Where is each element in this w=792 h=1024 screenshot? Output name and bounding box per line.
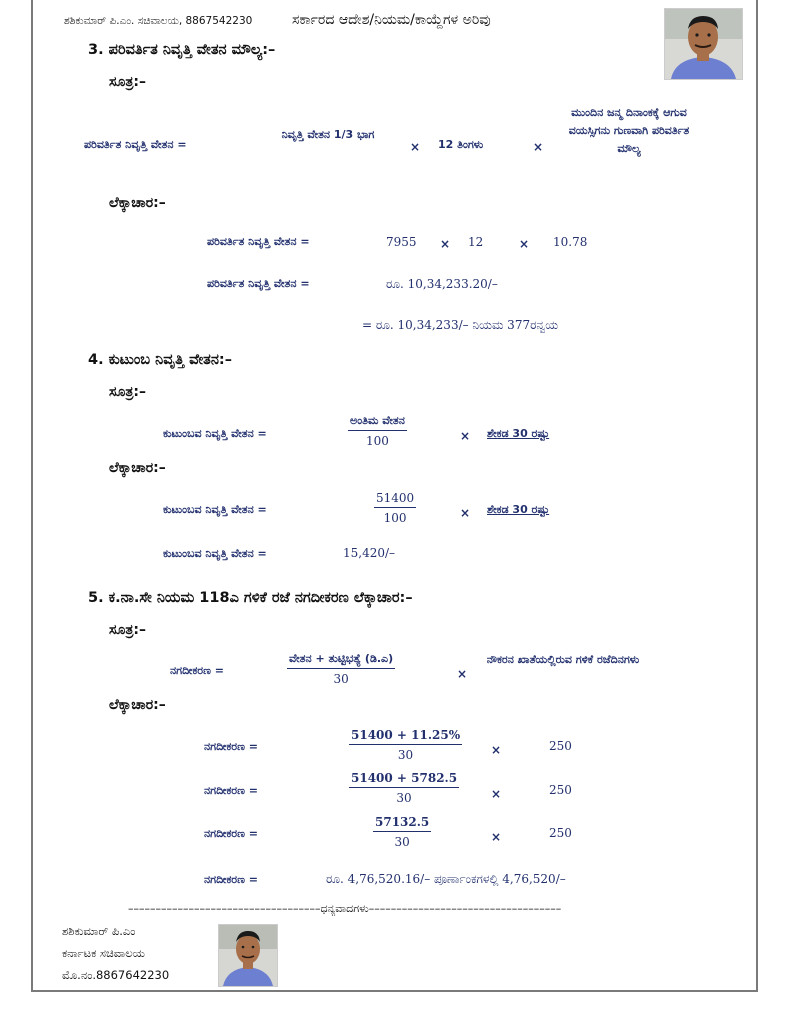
fraction-numerator: ವೇತನ + ತುಟ್ಟಿಭತ್ಯೆ (ಡಿ.ಎ) <box>287 652 395 669</box>
s3-calc-2-lhs: ಪರಿವರ್ತಿತ ನಿವೃತ್ತಿ ವೇತನ = <box>207 277 310 290</box>
fraction-numerator: 51400 <box>374 491 416 508</box>
multiply-sign: × <box>491 787 502 801</box>
s3-calc-1-value-1: 7955 <box>386 235 417 249</box>
s5-calc-2-value: 250 <box>549 783 572 797</box>
fraction-denominator: 100 <box>383 511 407 525</box>
multiply-sign: × <box>519 237 530 251</box>
fraction-denominator: 30 <box>397 748 414 762</box>
multiply-sign: × <box>491 743 502 757</box>
multiply-sign: × <box>460 429 471 443</box>
s3-formula-lhs: ಪರಿವರ್ತಿತ ನಿವೃತ್ತಿ ವೇತನ = <box>84 138 187 151</box>
s4-calc-1-fraction <box>374 491 416 525</box>
section-4-formula-label: ಸೂತ್ರ:– <box>109 384 146 400</box>
s5-final-value: ರೂ. 4,76,520.16/– ಪೂರ್ಣಾಂಕಗಳಲ್ಲಿ 4,76,520/– <box>326 872 566 886</box>
s5-calc-3-value: 250 <box>549 826 572 840</box>
header-author-line: ಶಶಿಕುಮಾರ್ ಪಿ.ಎಂ. ಸಚಿವಾಲಯ, 8867542230 <box>64 15 253 27</box>
fraction-numerator: 51400 + 5782.5 <box>349 771 459 788</box>
multiply-sign: × <box>491 830 502 844</box>
s5-calc-1-fraction <box>349 728 462 762</box>
section-3-calc-label: ಲೆಕ್ಕಾಚಾರ:– <box>109 195 166 211</box>
section-3-heading: 3. ಪರಿವರ್ತಿತ ನಿವೃತ್ತಿ ವೇತನ ಮೌಲ್ಯ:– <box>88 42 276 58</box>
footer-portrait-photo <box>218 924 278 987</box>
s4-calc-2-lhs: ಕುಟುಂಬವ ನಿವೃತ್ತಿ ವೇತನ = <box>163 547 267 560</box>
s5-formula-lhs: ನಗದೀಕರಣ = <box>170 664 224 677</box>
s4-calc-1-lhs: ಕುಟುಂಬವ ನಿವೃತ್ತಿ ವೇತನ = <box>163 503 267 516</box>
multiply-sign: × <box>457 667 468 681</box>
header-portrait-photo <box>664 8 743 80</box>
s5-calc-2-lhs: ನಗದೀಕರಣ = <box>204 784 258 797</box>
s4-formula-lhs: ಕುಟುಂಬವ ನಿವೃತ್ತಿ ವೇತನ = <box>163 427 267 440</box>
multiply-sign: × <box>460 506 471 520</box>
s5-final-lhs: ನಗದೀಕರಣ = <box>204 873 258 886</box>
section-5-heading: 5. ಕ.ನಾ.ಸೇ ನಿಯಮ 118ಎ ಗಳಿಕೆ ರಜೆ ನಗದೀಕರಣ ಲೆಕ್ಕಾಚಾರ:– <box>88 590 413 606</box>
s3-formula-term-1: ನಿವೃತ್ತಿ ವೇತನ 1/3 ಭಾಗ <box>281 128 375 141</box>
fraction-denominator: 100 <box>365 434 389 448</box>
multiply-sign: × <box>410 140 421 154</box>
s5-calc-3-lhs: ನಗದೀಕರಣ = <box>204 827 258 840</box>
header-title: ಸರ್ಕಾರದ ಆದೇಶ/ನಿಯಮ/ಕಾಯ್ದೆಗಳ ಅರಿವು <box>292 12 491 28</box>
s3-calc-1-value-2: 12 <box>468 235 484 249</box>
s4-calc-1-percent: ಶೇಕಡ 30 ರಷ್ಟು <box>487 503 550 516</box>
s3-calc-1-lhs: ಪರಿವರ್ತಿತ ನಿವೃತ್ತಿ ವೇತನ = <box>207 235 310 248</box>
s3-calc-2-value: ರೂ. 10,34,233.20/– <box>386 277 498 291</box>
s3-formula-term-2: 12 ತಿಂಗಳು <box>438 138 484 151</box>
portrait-image <box>665 9 742 79</box>
s4-calc-2-value: 15,420/– <box>343 546 396 560</box>
s5-formula-fraction <box>287 652 395 686</box>
fraction-denominator: 30 <box>333 672 349 686</box>
fraction-numerator: ಅಂತಿಮ ವೇತನ <box>348 414 407 431</box>
s5-calc-1-value: 250 <box>549 739 572 753</box>
thanks-separator: –––––––––––––––––––––––––––––––––––ಧನ್ಯವಾದಗಳು––––––––––––––––––––––––––––––––––– <box>128 902 562 915</box>
multiply-sign: × <box>533 140 544 154</box>
portrait-image <box>219 925 277 986</box>
section-3-formula-label: ಸೂತ್ರ:– <box>109 74 146 90</box>
footer-office: ಕರ್ನಾಟಕ ಸಚಿವಾಲಯ <box>62 946 145 960</box>
s3-formula-term-3: ಮುಂದಿನ ಜನ್ಮ ದಿನಾಂಕಕ್ಕೆ ಆಗುವ ವಯಸ್ಸಿಗನು ಗುಣವಾಗಿ ಪರಿವರ್ತಿತ ಮೌಲ್ಯ <box>568 106 690 155</box>
footer-name: ಶಶಿಕುಮಾರ್ ಪಿ.ಎಂ <box>62 924 136 938</box>
s5-calc-3-fraction <box>373 815 431 849</box>
multiply-sign: × <box>440 237 451 251</box>
footer-phone: ಮೊ.ನಂ.8867642230 <box>62 968 170 982</box>
s5-calc-2-fraction <box>349 771 459 805</box>
fraction-numerator: 57132.5 <box>373 815 431 832</box>
fraction-denominator: 30 <box>396 791 412 805</box>
fraction-numerator: 51400 + 11.25% <box>349 728 462 745</box>
section-5-calc-label: ಲೆಕ್ಕಾಚಾರ:– <box>109 697 166 713</box>
section-5-formula-label: ಸೂತ್ರ:– <box>109 622 146 638</box>
s5-formula-rhs: ನೌಕರನ ಖಾತೆಯಲ್ಲಿರುವ ಗಳಿಕೆ ರಜೆದಿನಗಳು <box>486 653 640 666</box>
s4-formula-fraction <box>348 414 407 448</box>
fraction-denominator: 30 <box>394 835 410 849</box>
section-4-calc-label: ಲೆಕ್ಕಾಚಾರ:– <box>109 460 166 476</box>
s5-calc-1-lhs: ನಗದೀಕರಣ = <box>204 740 258 753</box>
s3-calc-3-value: = ರೂ. 10,34,233/– ನಿಯಮ 377ರನ್ವಯ <box>362 318 559 332</box>
section-4-heading: 4. ಕುಟುಂಬ ನಿವೃತ್ತಿ ವೇತನ:– <box>88 352 232 368</box>
s3-calc-1-value-3: 10.78 <box>553 235 588 249</box>
s4-formula-percent: ಶೇಕಡ 30 ರಷ್ಟು <box>487 427 550 440</box>
